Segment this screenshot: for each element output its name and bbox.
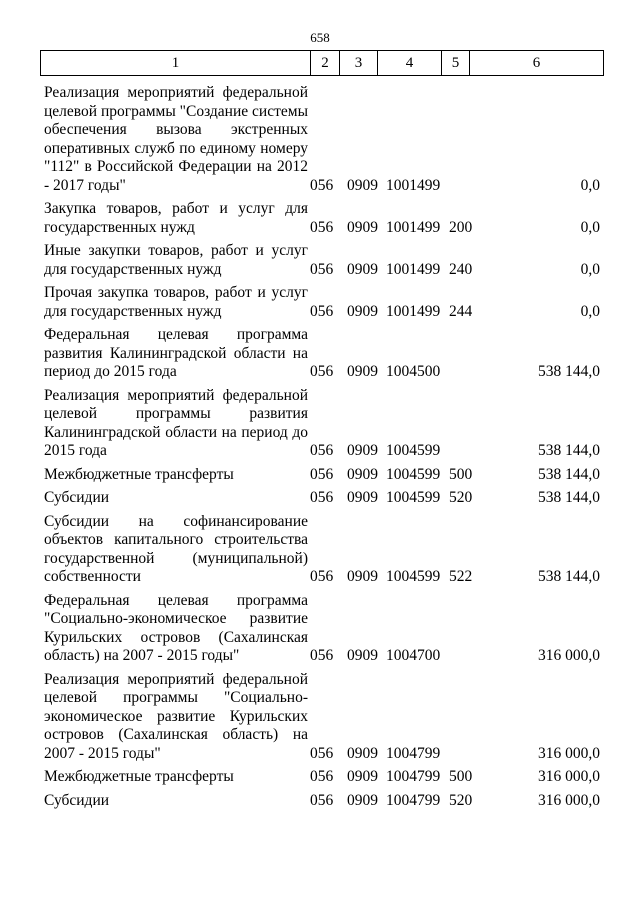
row-description: Закупка товаров, работ и услуг для государственных нужд	[44, 200, 308, 236]
row-section-code: 0909	[347, 489, 378, 506]
row-description: Реализация мероприятий федеральной целевой программы развития Калининградской области на период до 2015 года	[44, 386, 308, 459]
column-header-1: 1	[41, 51, 311, 75]
row-expense-type: 240	[449, 260, 473, 278]
row-target-code: 1004599	[386, 442, 441, 459]
page-number: 658	[310, 30, 330, 45]
row-target-code: 1004599	[386, 465, 441, 483]
row-description: Иные закупки товаров, работ и услуг для государственных нужд	[44, 242, 308, 278]
table-row	[44, 513, 600, 587]
row-section-code: 0909	[347, 218, 378, 236]
column-header-6: 6	[532, 54, 541, 71]
column-header-2: 2	[311, 51, 340, 75]
row-amount: 538 144,0	[538, 489, 600, 506]
table-body	[44, 84, 600, 815]
row-description: Федеральная целевая программа "Социально-экономическое развитие Курильских островов (Сахалинская область) на 2007 - 2015 годы"	[44, 591, 308, 664]
row-target-code: 1004799	[386, 791, 441, 809]
row-ministry-code: 056	[310, 176, 334, 194]
row-description: Субсидии	[44, 489, 110, 506]
row-amount: 538 144,0	[538, 568, 600, 585]
row-description: Межбюджетные трансферты	[44, 465, 234, 483]
row-amount: 538 144,0	[538, 442, 600, 459]
row-expense-type: 522	[449, 568, 473, 585]
row-ministry-code: 056	[310, 218, 334, 236]
row-amount: 316 000,0	[538, 791, 600, 809]
row-section-code: 0909	[347, 363, 378, 380]
row-section-code: 0909	[347, 442, 378, 459]
row-description: Федеральная целевая программа развития Калининградской области на период до 2015 года	[44, 326, 308, 380]
row-ministry-code: 056	[310, 489, 334, 506]
row-target-code: 1001499	[386, 260, 441, 278]
row-ministry-code: 056	[310, 568, 334, 585]
table-row	[44, 768, 600, 787]
row-description: Реализация мероприятий федеральной целевой программы "Создание системы обеспечения вызова экстренных оперативных служб по единому номеру "112" в Российской Федерации на 2012 - 2017 годы"	[44, 84, 308, 194]
column-header-4: 4	[378, 51, 442, 75]
row-target-code: 1001499	[386, 302, 441, 320]
row-expense-type: 500	[449, 768, 473, 785]
row-amount: 316 000,0	[538, 647, 600, 664]
row-ministry-code: 056	[310, 791, 334, 809]
row-amount: 538 144,0	[538, 363, 600, 380]
row-target-code: 1004700	[386, 647, 441, 664]
row-description: Субсидии	[44, 791, 110, 809]
row-description: Субсидии на софинансирование объектов капитального строительства государственной (муниципальной) собственности	[44, 512, 308, 585]
row-ministry-code: 056	[310, 744, 334, 762]
row-target-code: 1004799	[386, 768, 441, 785]
table-row	[44, 84, 600, 195]
row-expense-type: 200	[449, 218, 473, 236]
row-section-code: 0909	[347, 791, 378, 809]
row-ministry-code: 056	[310, 363, 334, 380]
row-ministry-code: 056	[310, 647, 334, 664]
row-description: Межбюджетные трансферты	[44, 768, 234, 785]
row-amount: 0,0	[580, 302, 600, 320]
row-ministry-code: 056	[310, 768, 334, 785]
row-amount: 538 144,0	[538, 465, 600, 483]
row-expense-type: 520	[449, 489, 473, 506]
row-section-code: 0909	[347, 568, 378, 585]
row-amount: 0,0	[580, 218, 600, 236]
row-target-code: 1004500	[386, 363, 441, 380]
row-target-code: 1001499	[386, 176, 441, 194]
table-row	[44, 284, 600, 321]
row-target-code: 1001499	[386, 218, 441, 236]
row-description: Прочая закупка товаров, работ и услуг для государственных нужд	[44, 284, 308, 320]
row-target-code: 1004799	[386, 744, 441, 762]
row-section-code: 0909	[347, 647, 378, 664]
column-header-3: 3	[340, 51, 378, 75]
row-ministry-code: 056	[310, 465, 334, 483]
row-amount: 316 000,0	[538, 744, 600, 762]
row-section-code: 0909	[347, 302, 378, 320]
row-section-code: 0909	[347, 176, 378, 194]
row-ministry-code: 056	[310, 442, 334, 459]
table-row	[44, 792, 600, 811]
row-section-code: 0909	[347, 260, 378, 278]
row-expense-type: 244	[449, 302, 473, 320]
table-row	[44, 489, 600, 508]
row-amount: 0,0	[580, 176, 600, 194]
column-header-5: 5	[442, 51, 470, 75]
row-description: Реализация мероприятий федеральной целевой программы "Социально-экономическое развитие Курильских островов (Сахалинская область) на 2007 - 2015 годы"	[44, 670, 308, 762]
row-target-code: 1004599	[386, 568, 441, 585]
table-row	[44, 387, 600, 461]
table-row	[44, 466, 600, 485]
table-row	[44, 200, 600, 237]
table-row	[44, 671, 600, 764]
row-target-code: 1004599	[386, 489, 441, 506]
table-header	[40, 50, 604, 76]
row-ministry-code: 056	[310, 260, 334, 278]
row-section-code: 0909	[347, 744, 378, 762]
table-row	[44, 326, 600, 382]
row-ministry-code: 056	[310, 302, 334, 320]
row-amount: 0,0	[580, 260, 600, 278]
table-row	[44, 242, 600, 279]
row-section-code: 0909	[347, 465, 378, 483]
row-expense-type: 500	[449, 465, 473, 483]
row-amount: 316 000,0	[538, 768, 600, 785]
row-expense-type: 520	[449, 791, 473, 809]
table-row	[44, 592, 600, 666]
row-section-code: 0909	[347, 768, 378, 785]
